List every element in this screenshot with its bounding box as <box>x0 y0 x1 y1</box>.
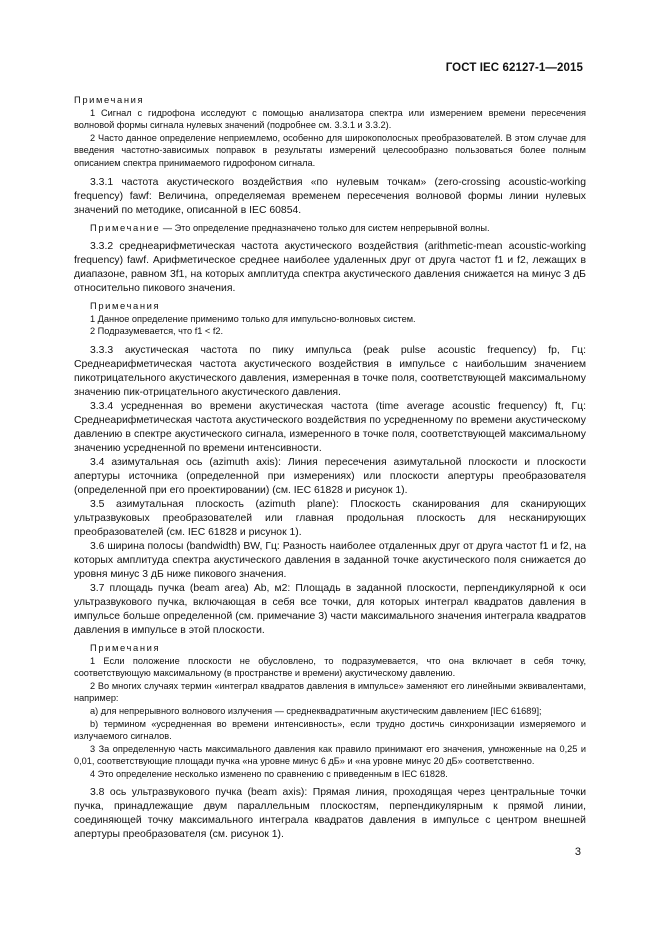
standard-header: ГОСТ IEC 62127-1—2015 <box>445 62 583 74</box>
note-3-3-2-1: 1 Данное определение применимо только для импульсно-волновых систем. <box>90 313 416 324</box>
clause-3-8: 3.8 ось ультразвукового пучка (beam axis): Прямая линия, проходящая через центральные точки пучка, принадлежащие двум параллельным плоскостям, перпендикулярным к прямой линии, соединяющей точку максимального интеграла квадратов давления в импульсе с центром внешней апертуры преобразователя (см. рисунок 1). <box>74 787 586 841</box>
clause-3-3-2: 3.3.2 среднеарифметическая частота акустического воздействия (arithmetic-mean acoustic-working frequency) fawf. Арифметическое среднее наиболее удаленных друг от друга частот f1 и f2, лежащих в диапазоне, равном 3f1, на которых амплитуда спектра акустического давления снижается на минус 3 дБ относительно пикового значения. <box>74 241 586 295</box>
note-3-7-2a: а) для непрерывного волнового излучения — среднеквадратичным акустическим давлением [IEC 61689]; <box>90 705 542 716</box>
clause-3-4: 3.4 азимутальная ось (azimuth axis): Линия пересечения азимутальной плоскости и плоскости апертуры источника (определенной при измерениях) или плоскости апертуры преобразователя (определенной при его проектировании) (см. IEC 61828 и рисунок 1). <box>74 456 586 496</box>
note-1-1: 1 Сигнал с гидрофона исследуют с помощью анализатора спектра или измерением времени пересечения волновой формы сигнала нулевых значений (подробнее см. 3.3.1 и 3.3.2). <box>74 107 586 131</box>
notes-heading: Примечания <box>74 94 145 105</box>
clause-3-3-3: 3.3.3 акустическая частота по пику импульса (peak pulse acoustic frequency) fp, Гц: Среднеарифметическая частота акустического воздействия в импульсе с наибольшим значением пикотрицательного акустического давления, измеренная в точке поля, соответствующей максимальному значению пик-отрицательного акустического давления. <box>74 344 586 398</box>
clause-3-3-4: 3.3.4 усредненная во времени акустическая частота (time average acoustic frequency) ft, Гц: Среднеарифметическая частота акустического воздействия по усредненному по времени акустическому давлению в спектре акустического сигнала, измеренного в точке поля, соответствующей максимальному значению усредненной по времени интенсивности. <box>74 400 586 454</box>
clause-3-6: 3.6 ширина полосы (bandwidth) BW, Гц: Разность наиболее отдаленных друг от друга частот f1 и f2, на которых амплитуда спектра акустического давления в заданной точке акустического поля снижается до уровня минус 3 дБ ниже пикового значения. <box>74 540 586 580</box>
note-3-3-2-2: 2 Подразумевается, что f1 < f2. <box>90 326 224 337</box>
clause-3-5: 3.5 азимутальная плоскость (azimuth plane): Плоскость сканирования для сканирующих ультразвуковых преобразователей или главная продольная плоскость для несканирующих преобразователей (см. IEC 61828 и рисунок 1). <box>74 498 586 538</box>
note-3-7-2: 2 Во многих случаях термин «интеграл квадратов давления в импульсе» заменяют его линейными эквивалентами, например: <box>74 680 586 704</box>
document-body <box>74 94 586 842</box>
note-3-7-2b: b) термином «усредненная во времени интенсивность», если трудно достичь синхронизации измеряемого и излучаемого сигналов. <box>74 718 586 742</box>
notes-heading-3-3-2: Примечания <box>90 300 161 312</box>
clause-3-7: 3.7 площадь пучка (beam area) Ab, м2: Площадь в заданной плоскости, перпендикулярной к оси ультразвукового пучка, включающая в себя все точки, для которых интеграл квадратов давления в импульсе больше определенной (см. примечание 3) части максимального значения интеграла квадратов давления в импульсе в этой плоскости. <box>74 582 586 636</box>
page-number: 3 <box>574 846 581 858</box>
note-3-7-3: 3 За определенную часть максимального давления как правило принимают его значения, умноженные на 0,25 и 0,01, соответствующие площади пучка «на уровне минус 6 дБ» и «на уровне минус 20 дБ» соответственно. <box>74 743 586 767</box>
note-3-3-1: Примечание — Это определение предназначено только для систем непрерывной волны. <box>90 221 490 233</box>
clause-3-3-1: 3.3.1 частота акустического воздействия «по нулевым точкам» (zero-crossing acoustic-working frequency) fawf: Величина, определяемая временем пересечения волновой формы линии нулевых значений по методике, описанной в IEC 60854. <box>74 176 586 216</box>
note-3-7-4: 4 Это определение несколько изменено по сравнению с приведенным в IEC 61828. <box>90 768 448 779</box>
notes-heading-3-7: Примечания <box>90 641 161 653</box>
note-3-7-1: 1 Если положение плоскости не обусловлено, то подразумевается, что она включает в себя точку, соответствующую максимальному (в пространстве и времени) акустическому давлению. <box>74 655 586 679</box>
note-1-2: 2 Часто данное определение неприемлемо, особенно для широкополосных преобразователей. В этом случае для введения частотно-зависимых поправок в результаты измерений целесообразно пользоваться более полным описанием спектра принимаемого гидрофоном сигнала. <box>74 132 586 168</box>
